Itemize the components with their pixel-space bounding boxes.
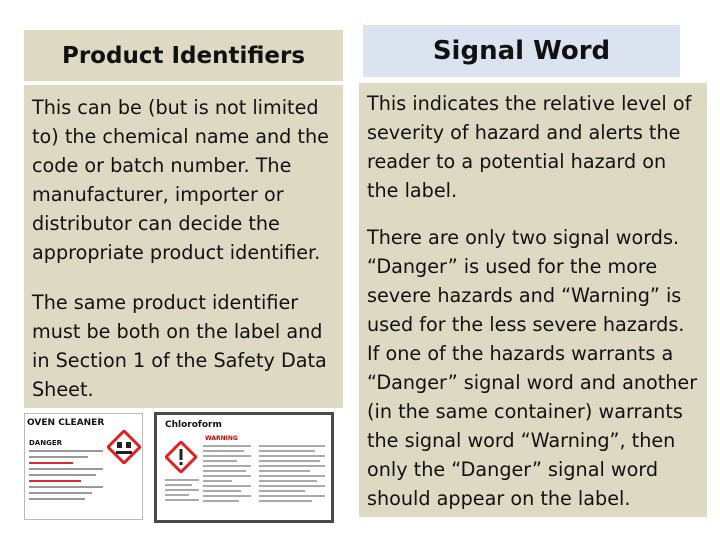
chloroform-signal-word: WARNING [205, 435, 238, 442]
chloroform-label-title: Chloroform [165, 420, 222, 430]
chloroform-label-image [154, 412, 334, 523]
chloroform-fine-print-middle [203, 445, 251, 505]
corrosive-pictogram-icon [107, 430, 141, 464]
signal-word-header: Signal Word [363, 25, 680, 77]
chloroform-fine-print-right [259, 445, 325, 505]
signal-word-paragraph-1: This indicates the relative level of severity of hazard and alerts the reader to a potential hazard on the label. [367, 92, 692, 202]
oven-cleaner-label-title: OVEN CLEANER [27, 418, 105, 428]
product-identifiers-header: Product Identifiers [24, 30, 343, 81]
oven-cleaner-fine-print [29, 450, 103, 504]
signal-word-text [359, 83, 707, 517]
product-identifiers-text [24, 85, 343, 408]
chloroform-fine-print-left [165, 479, 199, 504]
exclamation-pictogram-icon [165, 441, 197, 473]
product-identifiers-paragraph-2: The same product identifier must be both on the label and in Section 1 of the Safety Data Sheet. [32, 291, 327, 401]
signal-word-paragraph-2: There are only two signal words. “Danger” is used for the more severe hazards and “Warning” is used for the less severe hazards. If one of the hazards warrants a “Danger” signal word and another (in the same container) warrants the signal word “Warning”, then only the “Danger” signal word should appear on the label. [367, 226, 698, 510]
oven-cleaner-signal-word: DANGER [29, 439, 63, 447]
oven-cleaner-label-image [24, 413, 143, 520]
product-identifiers-paragraph-1: This can be (but is not limited to) the chemical name and the code or batch number. The manufacturer, importer or distributor can decide the appropriate product identifier. [32, 96, 329, 264]
